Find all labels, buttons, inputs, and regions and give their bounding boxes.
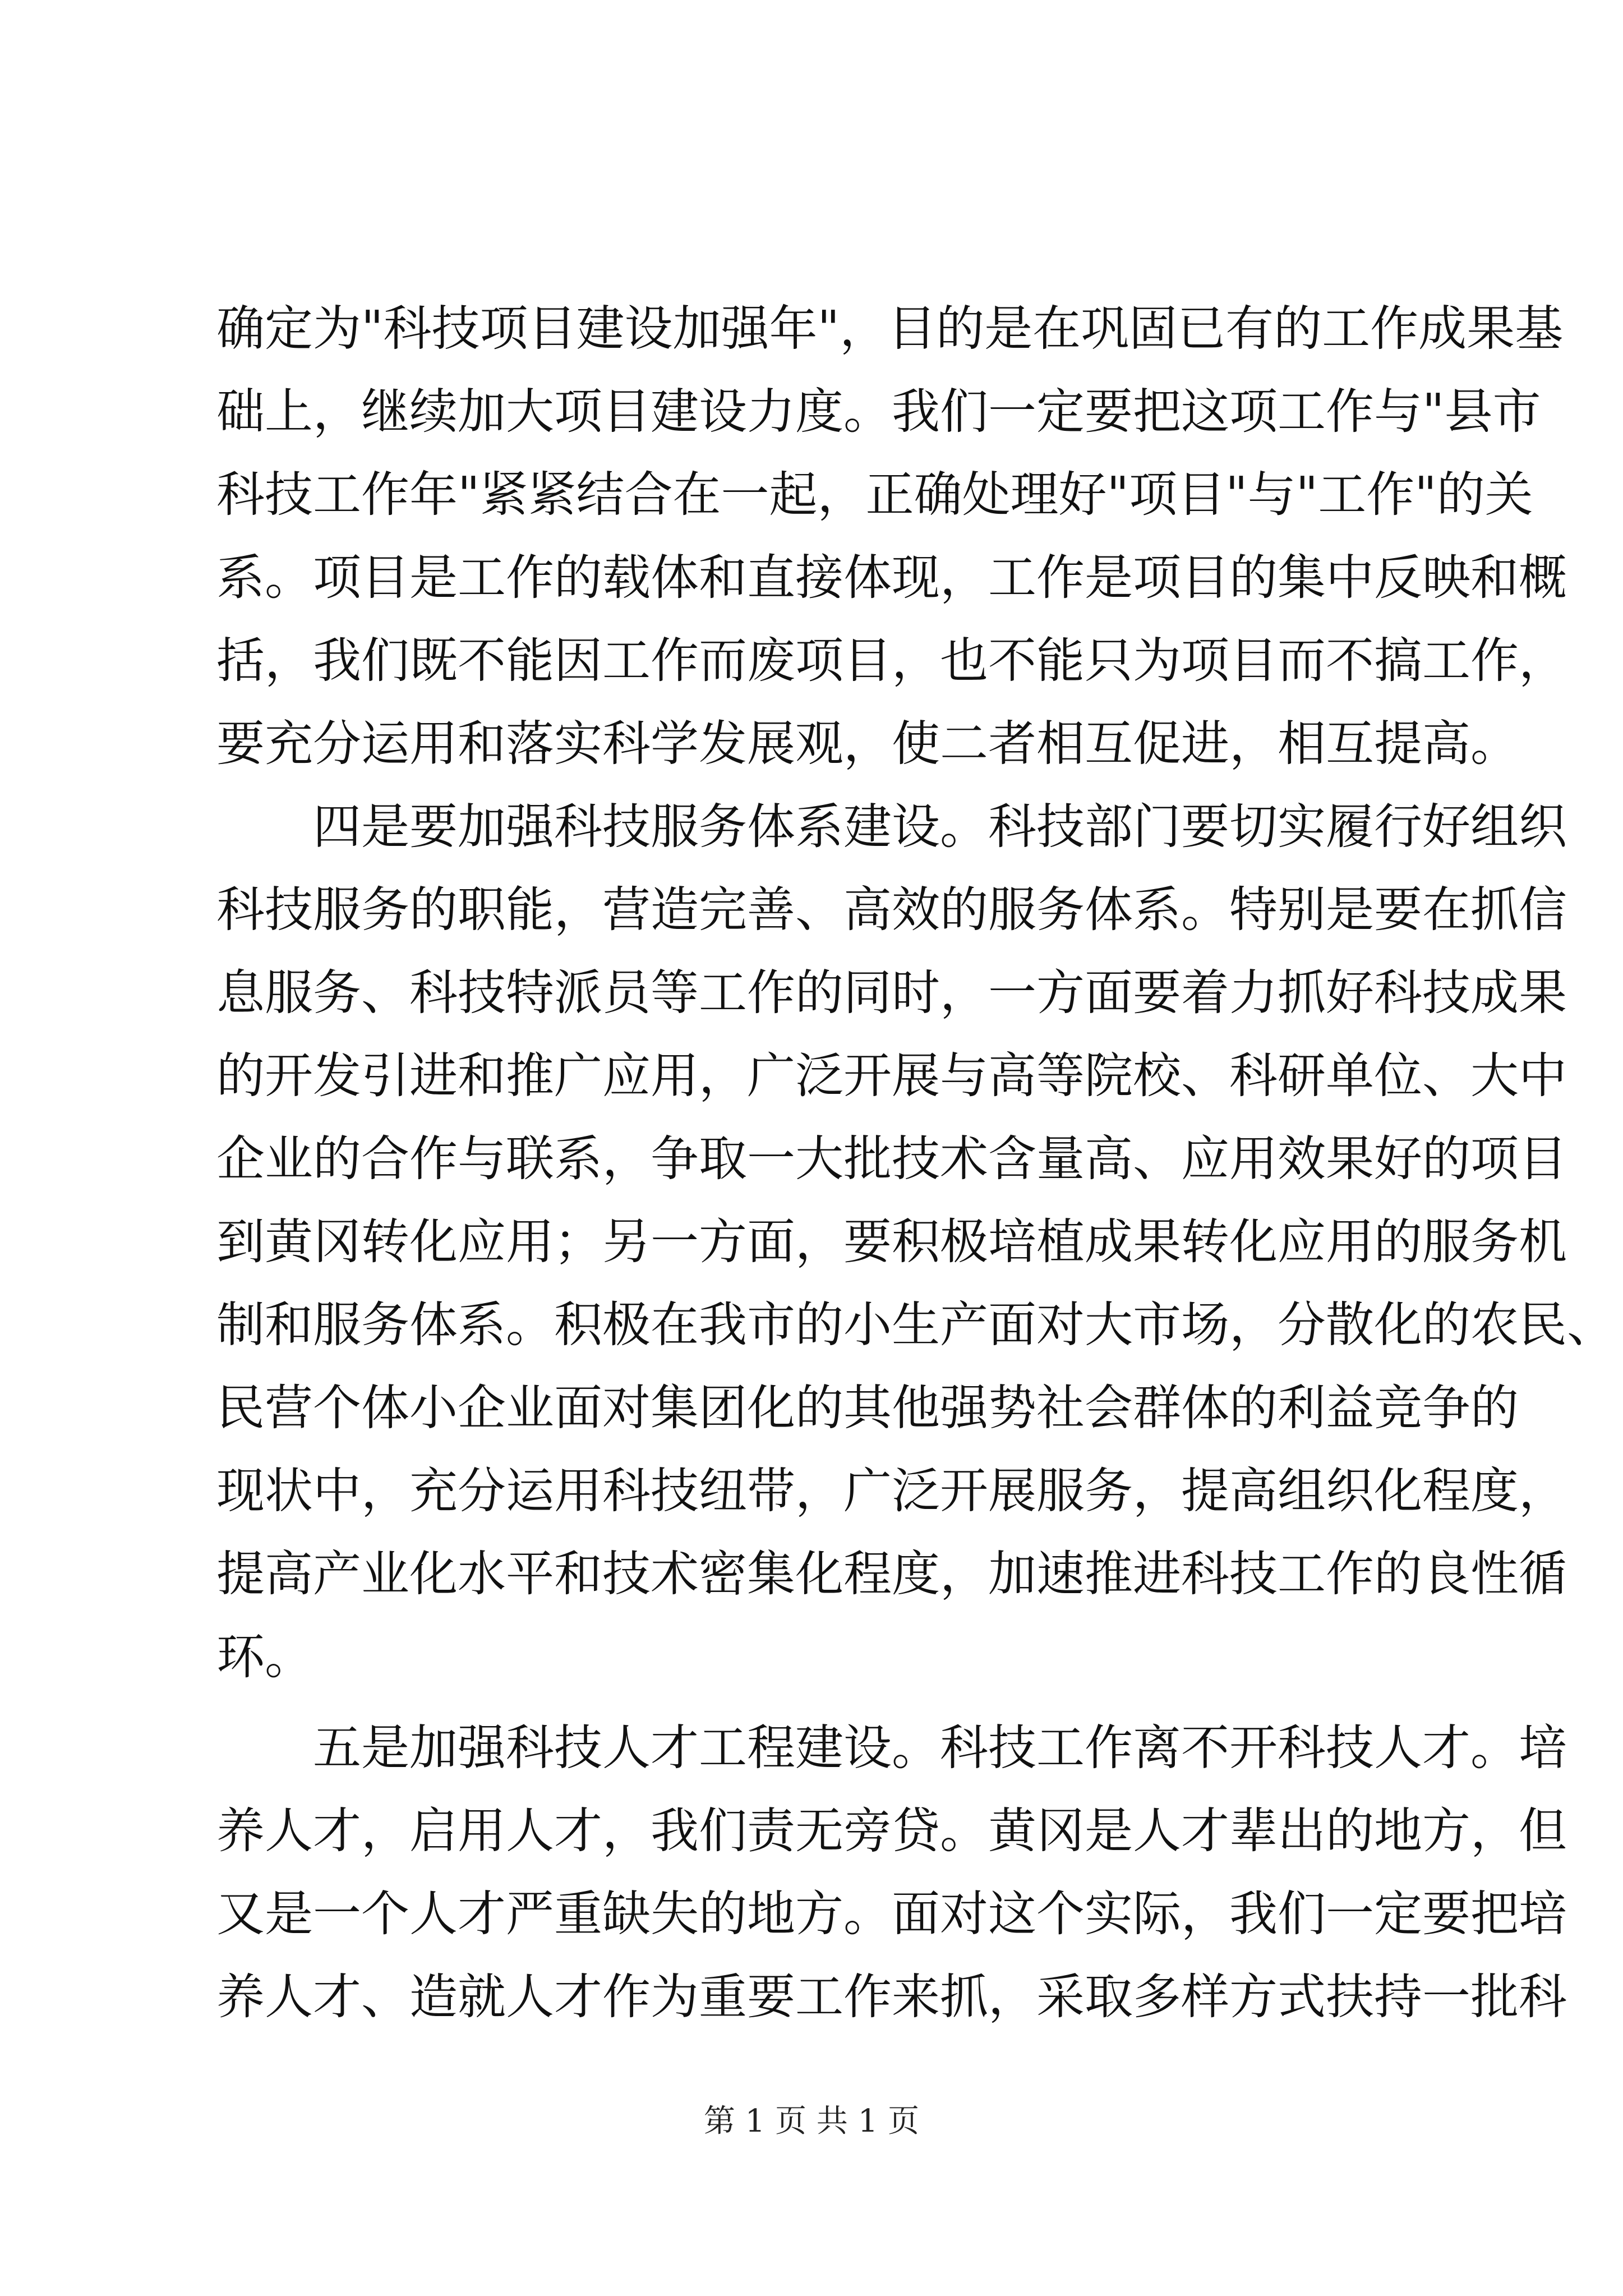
text-line: 养人才，启用人才，我们责无旁贷。黄冈是人才辈出的地方，但 bbox=[216, 1803, 1567, 1859]
text-line: 养人才、造就人才作为重要工作来抓，采取多样方式扶持一批科 bbox=[216, 1969, 1567, 2025]
text-line: 到黄冈转化应用；另一方面，要积极培植成果转化应用的服务机 bbox=[216, 1214, 1567, 1270]
text-line: 系。项目是工作的载体和直接体现，工作是项目的集中反映和概 bbox=[216, 550, 1567, 606]
paragraph-2 bbox=[216, 785, 1615, 1699]
text-line: 础上，继续加大项目建设力度。我们一定要把这项工作与"县市 bbox=[216, 384, 1541, 440]
text-line: 四是要加强科技服务体系建设。科技部门要切实履行好组织 bbox=[313, 799, 1567, 855]
page-footer: 第 1 页 共 1 页 bbox=[703, 2103, 920, 2139]
text-line: 现状中，充分运用科技纽带，广泛开展服务，提高组织化程度， bbox=[216, 1463, 1567, 1519]
text-line: 的开发引进和推广应用，广泛开展与高等院校、科研单位、大中 bbox=[216, 1048, 1567, 1104]
document-body bbox=[216, 287, 1615, 2039]
text-line: 民营个体小企业面对集团化的其他强势社会群体的利益竞争的 bbox=[216, 1380, 1519, 1436]
text-line: 又是一个人才严重缺失的地方。面对这个实际，我们一定要把培 bbox=[216, 1886, 1567, 1942]
text-line: 企业的合作与联系，争取一大批技术含量高、应用效果好的项目 bbox=[216, 1131, 1567, 1187]
text-line: 括，我们既不能因工作而废项目，也不能只为项目而不搞工作， bbox=[216, 633, 1567, 689]
text-line: 确定为"科技项目建设加强年"，目的是在巩固已有的工作成果基 bbox=[216, 301, 1564, 357]
text-line: 科技工作年"紧紧结合在一起，正确处理好"项目"与"工作"的关 bbox=[216, 467, 1533, 523]
text-line: 提高产业化水平和技术密集化程度，加速推进科技工作的良性循 bbox=[216, 1546, 1567, 1602]
text-line: 要充分运用和落实科学发展观，使二者相互促进，相互提高。 bbox=[216, 716, 1519, 772]
paragraph-gap bbox=[216, 1699, 1422, 1706]
paragraph-3 bbox=[216, 1706, 1567, 2039]
text-line: 五是加强科技人才工程建设。科技工作离不开科技人才。培 bbox=[313, 1720, 1567, 1776]
text-line: 制和服务体系。积极在我市的小生产面对大市场，分散化的农民、 bbox=[216, 1297, 1615, 1353]
text-line: 息服务、科技特派员等工作的同时，一方面要着力抓好科技成果 bbox=[216, 965, 1567, 1021]
text-line: 科技服务的职能，营造完善、高效的服务体系。特别是要在抓信 bbox=[216, 882, 1567, 938]
text-line: 环。 bbox=[216, 1629, 313, 1685]
paragraph-1 bbox=[216, 287, 1567, 785]
